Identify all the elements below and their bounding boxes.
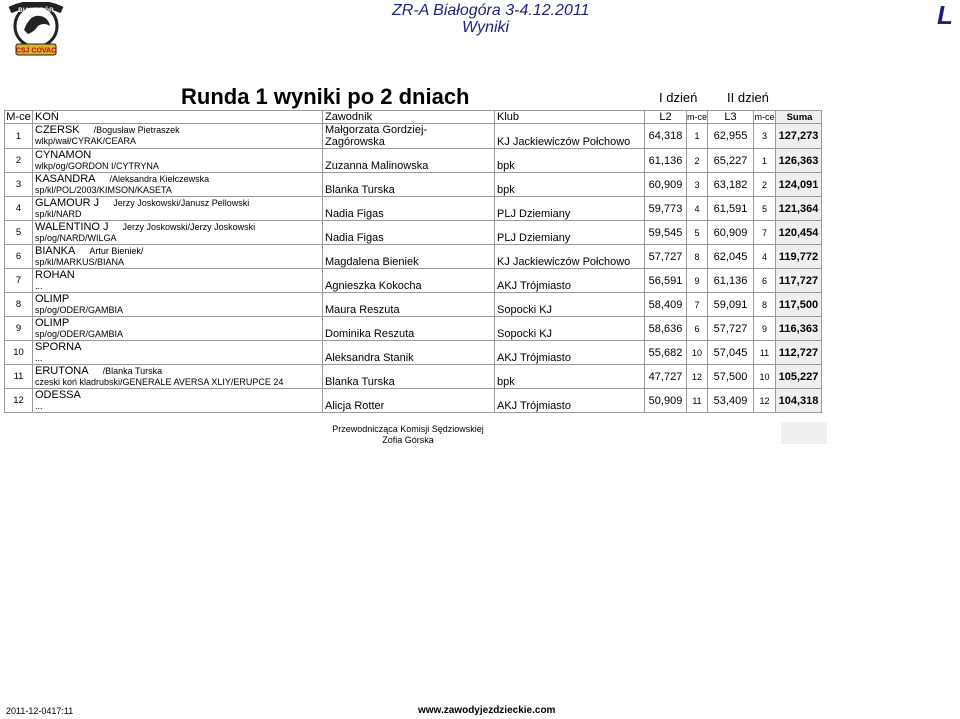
score-sum: 119,772	[776, 245, 822, 269]
score-l2: 60,909	[645, 173, 687, 197]
horse-cell	[33, 197, 323, 221]
horse-name: SPORNA	[35, 341, 82, 353]
col-club: Klub	[495, 111, 645, 124]
score-sum: 121,364	[776, 197, 822, 221]
horse-name: ROHAN	[35, 269, 75, 281]
place-l3: 3	[754, 124, 776, 149]
rider-name: Alicja Rotter	[325, 400, 385, 412]
place-l3: 1	[754, 149, 776, 173]
judge-role: Przewodnicząca Komisji Sędziowskiej	[332, 424, 484, 434]
horse-cell	[33, 269, 323, 293]
score-l2: 55,682	[645, 341, 687, 365]
rider-name: Agnieszka Kokocha	[325, 280, 422, 292]
class-code: L	[937, 0, 953, 30]
position: 6	[5, 245, 33, 269]
place-l3: 10	[754, 365, 776, 389]
position: 5	[5, 221, 33, 245]
horse-owner: Artur Bieniek/	[89, 246, 144, 256]
place-l2: 4	[687, 197, 708, 221]
position: 1	[5, 124, 33, 149]
horse-name: ERUTONA	[35, 365, 89, 377]
club: AKJ Trójmiasto	[495, 341, 645, 365]
score-l2: 56,591	[645, 269, 687, 293]
sum-column-fill	[781, 422, 827, 444]
rider-cell	[323, 197, 495, 221]
horse-pedigree: sp/og/ODER/GAMBIA	[35, 305, 124, 315]
score-l3: 61,136	[708, 269, 754, 293]
place-l2: 11	[687, 389, 708, 413]
horse-name: KASANDRA	[35, 173, 96, 185]
judge-name: Zofia Górska	[382, 435, 434, 445]
score-l3: 57,045	[708, 341, 754, 365]
place-l3: 2	[754, 173, 776, 197]
rider-name: Magdalena Bieniek	[325, 256, 419, 268]
horse-owner: /Aleksandra Kiełczewska	[109, 174, 210, 184]
horse-cell	[33, 221, 323, 245]
horse-owner	[69, 318, 83, 328]
place-l2: 3	[687, 173, 708, 197]
svg-text:CSJ COVAC: CSJ COVAC	[15, 47, 57, 55]
position: 9	[5, 317, 33, 341]
table-row	[5, 269, 822, 293]
rider-name: Dominika Reszuta	[325, 328, 415, 340]
table-row	[5, 173, 822, 197]
horse-pedigree: sp/og/NARD/WILGA	[35, 233, 117, 243]
place-l2: 10	[687, 341, 708, 365]
horse-owner: Jerzy Joskowski/Janusz Pellowski	[113, 198, 250, 208]
horse-owner	[91, 150, 105, 160]
score-l3: 59,091	[708, 293, 754, 317]
club: bpk	[495, 173, 645, 197]
horse-cell	[33, 245, 323, 269]
position: 4	[5, 197, 33, 221]
place-l3: 12	[754, 389, 776, 413]
table-row	[5, 317, 822, 341]
table-row	[5, 221, 822, 245]
score-l2: 64,318	[645, 124, 687, 149]
rider-cell	[323, 173, 495, 197]
club: bpk	[495, 149, 645, 173]
rider-name: Zagórowska	[325, 136, 385, 148]
horse-pedigree: ...	[35, 353, 43, 363]
score-l2: 58,636	[645, 317, 687, 341]
score-l3: 65,227	[708, 149, 754, 173]
horse-cell	[33, 341, 323, 365]
col-sum: Suma	[776, 111, 822, 124]
horse-name: ODESSA	[35, 389, 81, 401]
horse-pedigree: ...	[35, 401, 43, 411]
score-l3: 53,409	[708, 389, 754, 413]
horse-cell	[33, 293, 323, 317]
horse-cell	[33, 317, 323, 341]
position: 10	[5, 341, 33, 365]
horse-cell	[33, 124, 323, 149]
club: Sopocki KJ	[495, 317, 645, 341]
rider-name-line1: Małgorzata Gordziej-	[325, 124, 428, 136]
rider-name: Aleksandra Stanik	[325, 352, 414, 364]
rider-cell	[323, 124, 495, 149]
header-subtitle: Wyniki	[462, 19, 510, 36]
horse-name: CYNAMON	[35, 149, 92, 161]
position: 3	[5, 173, 33, 197]
place-l3: 8	[754, 293, 776, 317]
place-l2: 12	[687, 365, 708, 389]
score-sum: 104,318	[776, 389, 822, 413]
page-title: Runda 1 wyniki po 2 dniach	[181, 84, 470, 109]
col-mce1: m-ce	[687, 112, 707, 122]
horse-name: BIANKA	[35, 245, 76, 257]
club: AKJ Trójmiasto	[495, 269, 645, 293]
horse-owner	[69, 294, 83, 304]
score-l3: 61,591	[708, 197, 754, 221]
score-l2: 61,136	[645, 149, 687, 173]
score-l2: 47,727	[645, 365, 687, 389]
position: 8	[5, 293, 33, 317]
place-l2: 7	[687, 293, 708, 317]
rider-cell	[323, 245, 495, 269]
score-sum: 117,500	[776, 293, 822, 317]
horse-cell	[33, 365, 323, 389]
rider-name: Blanka Turska	[325, 184, 395, 196]
horse-owner: /Bogusław Pietraszek	[93, 125, 180, 135]
horse-cell	[33, 173, 323, 197]
col-pos: M-ce	[6, 111, 31, 123]
horse-cell	[33, 389, 323, 413]
horse-pedigree: wlkp/og/GORDON I/CYTRYNA	[35, 161, 159, 171]
position: 11	[5, 365, 33, 389]
table-row	[5, 149, 822, 173]
score-l2: 58,409	[645, 293, 687, 317]
score-sum: 117,727	[776, 269, 822, 293]
horse-pedigree: czeski koń kladrubski/GENERALE AVERSA XLIY/ERUPCE 24	[35, 377, 284, 387]
position: 2	[5, 149, 33, 173]
rider-name: Zuzanna Malinowska	[325, 160, 429, 172]
horse-pedigree: sp/kl/POL/2003/KIMSON/KASETA	[35, 185, 172, 195]
col-horse: KOŃ	[33, 111, 323, 124]
place-l2: 9	[687, 269, 708, 293]
footer-timestamp: 2011-12-0417:11	[6, 706, 74, 716]
club: Sopocki KJ	[495, 293, 645, 317]
rider-name: Nadia Figas	[325, 208, 384, 220]
score-sum: 105,227	[776, 365, 822, 389]
score-l2: 57,727	[645, 245, 687, 269]
horse-pedigree: wlkp/wał/CYRAK/CEARA	[35, 136, 137, 146]
score-l3: 57,727	[708, 317, 754, 341]
table-row	[5, 245, 822, 269]
score-sum: 116,363	[776, 317, 822, 341]
rider-cell	[323, 293, 495, 317]
horse-pedigree: ...	[35, 281, 43, 291]
score-sum: 112,727	[776, 341, 822, 365]
score-sum: 127,273	[776, 124, 822, 149]
footer-url[interactable]: www.zawodyjezdzieckie.com	[418, 705, 556, 716]
place-l2: 2	[687, 149, 708, 173]
table-row	[5, 389, 822, 413]
horse-pedigree: sp/kl/NARD	[35, 209, 82, 219]
horse-pedigree: sp/kl/MARKUS/BIANA	[35, 257, 125, 267]
col-mce2: m-ce	[754, 112, 775, 122]
place-l2: 5	[687, 221, 708, 245]
judge-block	[330, 424, 486, 446]
score-l3: 63,182	[708, 173, 754, 197]
horse-name: OLIMP	[35, 317, 70, 329]
rider-name: Nadia Figas	[325, 232, 384, 244]
rider-cell	[323, 221, 495, 245]
club: PLJ Dziemiany	[495, 197, 645, 221]
score-l2: 50,909	[645, 389, 687, 413]
day2-label: II dzień	[727, 90, 769, 105]
horse-owner	[81, 390, 95, 400]
score-l3: 62,955	[708, 124, 754, 149]
table-row	[5, 197, 822, 221]
horse-owner: Jerzy Joskowski/Jerzy Joskowski	[122, 222, 256, 232]
rider-cell	[323, 341, 495, 365]
table-row	[5, 341, 822, 365]
table-row	[5, 293, 822, 317]
col-l3: L3	[708, 111, 754, 124]
position: 12	[5, 389, 33, 413]
table-row	[5, 365, 822, 389]
place-l3: 6	[754, 269, 776, 293]
rider-cell	[323, 269, 495, 293]
score-sum: 120,454	[776, 221, 822, 245]
event-logo	[4, 2, 68, 58]
place-l2: 6	[687, 317, 708, 341]
club: AKJ Trójmiasto	[495, 389, 645, 413]
rider-name: Blanka Turska	[325, 376, 395, 388]
horse-owner	[75, 270, 89, 280]
svg-text:BIAŁY BÓR: BIAŁY BÓR	[18, 7, 54, 14]
rider-cell	[323, 317, 495, 341]
rider-cell	[323, 149, 495, 173]
score-l3: 62,045	[708, 245, 754, 269]
horse-name: WALENTINO J	[35, 221, 109, 233]
score-sum: 126,363	[776, 149, 822, 173]
event-title: ZR-A Białogóra 3-4.12.2011	[392, 2, 590, 19]
col-l2: L2	[645, 111, 687, 124]
rider-cell	[323, 389, 495, 413]
place-l3: 5	[754, 197, 776, 221]
place-l3: 7	[754, 221, 776, 245]
score-l3: 60,909	[708, 221, 754, 245]
col-rider: Zawodnik	[323, 111, 495, 124]
club: bpk	[495, 365, 645, 389]
horse-cell	[33, 149, 323, 173]
rider-name: Maura Reszuta	[325, 304, 400, 316]
place-l3: 11	[754, 341, 776, 365]
horse-name: CZERSK	[35, 124, 80, 136]
horse-owner: /Blanka Turska	[102, 366, 163, 376]
horse-owner	[81, 342, 95, 352]
results-table	[4, 110, 822, 413]
score-l2: 59,545	[645, 221, 687, 245]
table-row	[5, 124, 822, 149]
score-sum: 124,091	[776, 173, 822, 197]
club: KJ Jackiewiczów Połchowo	[495, 245, 645, 269]
club: KJ Jackiewiczów Połchowo	[495, 124, 645, 149]
day1-label: I dzień	[659, 90, 698, 105]
score-l2: 59,773	[645, 197, 687, 221]
position: 7	[5, 269, 33, 293]
horse-name: OLIMP	[35, 293, 70, 305]
horse-name: GLAMOUR J	[35, 197, 100, 209]
rider-cell	[323, 365, 495, 389]
score-l3: 57,500	[708, 365, 754, 389]
club: PLJ Dziemiany	[495, 221, 645, 245]
horse-pedigree: sp/og/ODER/GAMBIA	[35, 329, 124, 339]
place-l3: 9	[754, 317, 776, 341]
place-l2: 1	[687, 124, 708, 149]
place-l3: 4	[754, 245, 776, 269]
place-l2: 8	[687, 245, 708, 269]
